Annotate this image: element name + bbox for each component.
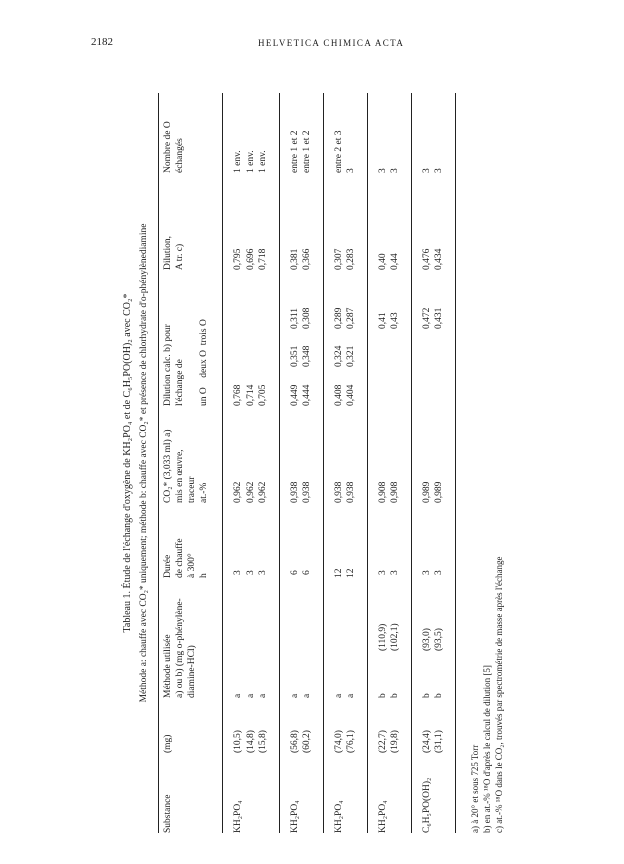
cell-dilution-deux-o: 0,321	[346, 345, 356, 367]
cell-hcl: (110,9)	[377, 623, 388, 651]
substance-label: KH₂PO₄	[289, 800, 300, 833]
column-header-nombre: Nombre de O échangés	[163, 121, 185, 173]
column-header-co2: CO₂* (3,033 ml) a) mis en œuvre, traceur at.-%	[163, 429, 209, 503]
cell-duree: 12	[333, 568, 344, 578]
group-rule	[411, 93, 412, 833]
cell-nombre: 3	[421, 168, 432, 173]
bottom-rule	[455, 93, 456, 833]
cell-duree: 6	[302, 570, 312, 575]
cell-nombre: 1 env.	[233, 150, 243, 173]
table-caption-methods: Méthode a: chauffe avec CO₂* uniquement; méthode b: chauffe avec CO₂* et présence de chlorhydrate d'o-phénylènediamine	[139, 223, 149, 703]
cell-dilution-deux-o: 0,351	[289, 345, 300, 367]
cell-co2: 0,962	[258, 481, 268, 503]
cell-methode: a	[333, 693, 344, 698]
cell-methode: a	[346, 693, 356, 698]
cell-duree: 3	[377, 570, 388, 575]
cell-dilution-trois-o: 0,311	[289, 307, 300, 329]
cell-co2: 0,938	[289, 481, 300, 503]
cell-duree: 3	[390, 570, 400, 575]
cell-co2: 0,938	[333, 481, 344, 503]
group-rule	[367, 93, 368, 833]
cell-dilution: 0,366	[302, 248, 312, 270]
cell-co2: 0,962	[245, 481, 256, 503]
cell-dilution-un-o: 0,408	[333, 384, 344, 406]
cell-hcl: (93,5)	[434, 628, 444, 651]
cell-mg: (76,1)	[346, 730, 356, 753]
cell-dilution-trois-o: 0,289	[333, 307, 344, 329]
cell-duree: 6	[289, 570, 300, 575]
cell-mg: (19,8)	[390, 730, 400, 753]
cell-dilution: 0,307	[333, 248, 344, 270]
cell-mg: (74,0)	[333, 730, 344, 753]
footnote: c) at.-% ¹⁸O dans le CO₂, trouvés par spectrométrie de masse après l'échange	[493, 556, 504, 833]
group-rule	[279, 93, 280, 833]
cell-hcl: (93,0)	[421, 628, 432, 651]
cell-methode: b	[434, 693, 444, 698]
cell-nombre: 3	[346, 168, 356, 173]
rotated-table-frame	[94, 83, 534, 843]
cell-methode: a	[289, 693, 300, 698]
table-caption-title: Tableau 1. Étude de l'échange d'oxygène de KH₂PO₄ et de C₆H₅PO(OH)₂ avec CO₂*	[122, 293, 133, 633]
cell-duree: 12	[346, 568, 356, 578]
cell-methode: a	[245, 693, 256, 698]
group-rule	[323, 93, 324, 833]
cell-dilution: 0,44	[390, 253, 400, 270]
substance-label: C₆H₅PO(OH)₂	[421, 777, 432, 833]
cell-dilution-un-o: 0,404	[346, 384, 356, 406]
cell-mg: (10,5)	[233, 730, 243, 753]
cell-dilution-trois-o: 0,308	[302, 307, 312, 329]
cell-nombre: 1 env.	[245, 150, 256, 173]
cell-co2: 0,908	[390, 481, 400, 503]
cell-dilution-un-o: 0,444	[302, 384, 312, 406]
cell-mg: (31,1)	[434, 730, 444, 753]
cell-dilution-un-o: 0,714	[245, 384, 256, 406]
cell-co2: 0,989	[434, 481, 444, 503]
cell-mg: (14,8)	[245, 730, 256, 753]
cell-dilution-trois-o: 0,41	[377, 312, 388, 329]
cell-nombre: entre 1 et 2	[289, 130, 300, 173]
cell-dilution-trois-o: 0,287	[346, 307, 356, 329]
cell-duree: 3	[258, 570, 268, 575]
cell-dilution-deux-o: 0,348	[302, 345, 312, 367]
footnote: a) à 20° et sous 725 Torr	[469, 744, 480, 833]
cell-dilution-deux-o: 0,324	[333, 345, 344, 367]
cell-methode: b	[421, 693, 432, 698]
cell-methode: b	[390, 693, 400, 698]
column-header-mg: (mg)	[163, 734, 173, 753]
column-header-dilution: Dilution, A tr. c)	[163, 235, 185, 270]
cell-dilution-trois-o: 0,43	[390, 312, 400, 329]
cell-duree: 3	[421, 570, 432, 575]
cell-methode: a	[258, 693, 268, 698]
column-header-substance: Substance	[163, 794, 173, 833]
substance-label: KH₂PO₄	[377, 800, 388, 833]
cell-mg: (15,8)	[258, 730, 268, 753]
header-rule	[222, 93, 223, 833]
footnote: b) en at.-% ¹⁸O d'après le calcul de dilution [5]	[481, 665, 492, 833]
cell-dilution: 0,381	[289, 248, 300, 270]
cell-dilution: 0,434	[434, 248, 444, 270]
cell-dilution: 0,283	[346, 248, 356, 270]
cell-dilution: 0,795	[233, 248, 243, 270]
cell-hcl: (102,1)	[390, 623, 400, 651]
substance-label: KH₂PO₄	[333, 800, 344, 833]
table-1	[94, 83, 534, 843]
cell-nombre: 3	[377, 168, 388, 173]
column-header-dilution-calc: Dilution calc. b) pour l'échange de un O deux O trois O	[163, 319, 209, 406]
cell-mg: (24,4)	[421, 730, 432, 753]
cell-dilution: 0,696	[245, 248, 256, 270]
cell-duree: 3	[233, 570, 243, 575]
cell-dilution-un-o: 0,705	[258, 384, 268, 406]
cell-nombre: entre 1 et 2	[302, 130, 312, 173]
cell-dilution-un-o: 0,449	[289, 384, 300, 406]
cell-mg: (60,2)	[302, 730, 312, 753]
cell-methode: b	[377, 693, 388, 698]
cell-nombre: 1 env.	[258, 150, 268, 173]
cell-dilution-trois-o: 0,472	[421, 307, 432, 329]
journal-title: HELVETICA CHIMICA ACTA	[258, 38, 405, 48]
cell-duree: 3	[434, 570, 444, 575]
page-number: 2182	[91, 36, 113, 48]
cell-co2: 0,989	[421, 481, 432, 503]
cell-methode: a	[302, 693, 312, 698]
cell-nombre: entre 2 et 3	[333, 130, 344, 173]
cell-co2: 0,908	[377, 481, 388, 503]
cell-co2: 0,962	[233, 481, 243, 503]
cell-dilution-trois-o: 0,431	[434, 307, 444, 329]
cell-mg: (22,7)	[377, 730, 388, 753]
cell-dilution: 0,40	[377, 253, 388, 270]
substance-label: KH₂PO₄	[233, 800, 243, 833]
cell-nombre: 3	[390, 168, 400, 173]
cell-dilution: 0,476	[421, 248, 432, 270]
top-rule	[158, 93, 159, 833]
cell-dilution: 0,718	[258, 248, 268, 270]
cell-duree: 3	[245, 570, 256, 575]
cell-co2: 0,938	[346, 481, 356, 503]
cell-methode: a	[233, 693, 243, 698]
cell-dilution-un-o: 0,768	[233, 384, 243, 406]
column-header-duree: Durée de chauffe à 300° h	[163, 538, 209, 578]
cell-mg: (56,8)	[289, 730, 300, 753]
cell-nombre: 3	[434, 168, 444, 173]
cell-co2: 0,938	[302, 481, 312, 503]
column-header-methode: Méthode utilisée a) ou b) (mg o-phénylène- diamine-HCl)	[163, 598, 197, 698]
